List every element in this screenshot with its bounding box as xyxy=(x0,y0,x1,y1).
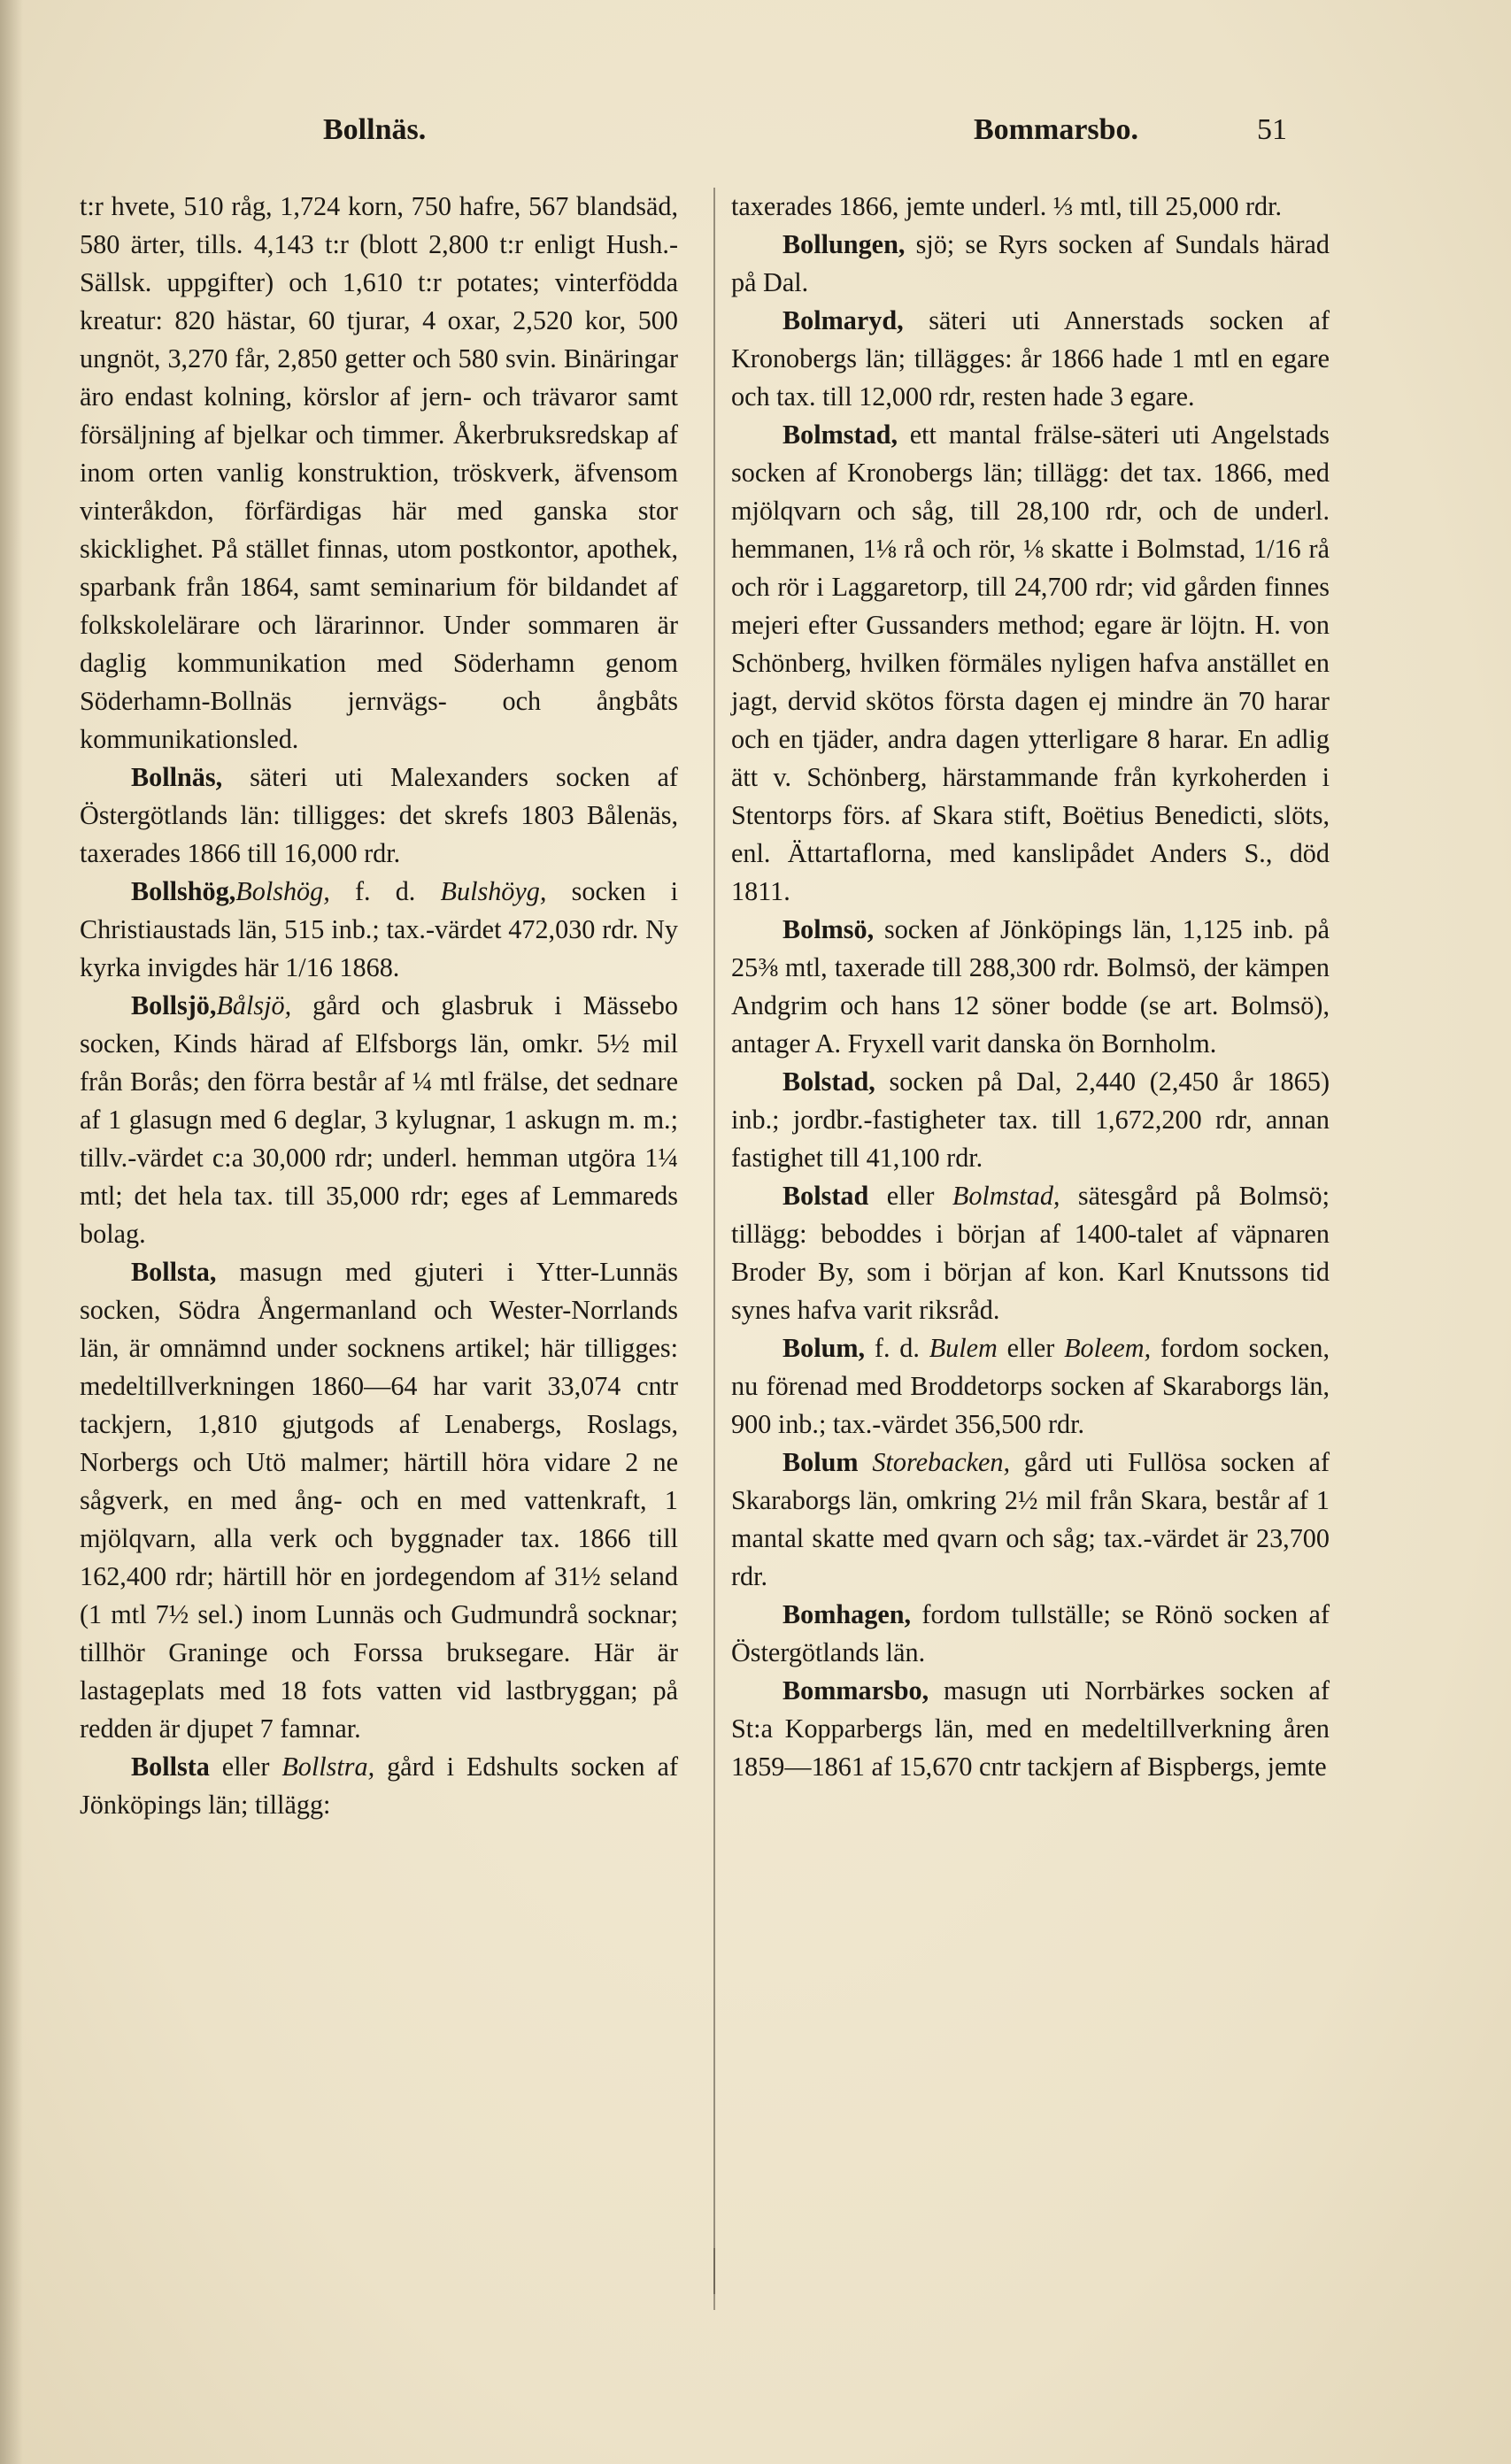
entry-headword: Bollsjö, xyxy=(131,990,217,1020)
entry-connector: eller xyxy=(997,1333,1065,1363)
column-divider-end xyxy=(713,2248,715,2310)
dictionary-entry xyxy=(731,1596,1330,1672)
entry-text: säteri uti Annerstads socken af Kronobergs län; tillägges: år 1866 hade 1 mtl en egare och tax. till 12,000 rdr, resten hade 3 egare. xyxy=(731,305,1330,412)
entry-variant-name: Bulshöyg, xyxy=(440,876,547,906)
dictionary-entry xyxy=(80,873,678,987)
header-left-word: Bollnäs. xyxy=(323,113,427,146)
entry-text: socken på Dal, 2,440 (2,450 år 1865) inb.; jordbr.-fastigheter tax. till 1,672,200 rdr, annan fastighet till 41,100 rdr. xyxy=(731,1066,1330,1173)
entry-text: masugn med gjuteri i Ytter-Lunnäs socken, Södra Ångermanland och Wester-Norrlands län, är omnämnd under socknens artikel; här tilligges: medeltillverkningen 1860—64 har varit 33,074 cntr tackjern, 1,810 gjutgods af Lenabergs, Roslags, Norbergs och Utö malmer; härtill höra vidare 2 ne sågverk, en med ång- och en med vattenkraft, 1 mjölqvarn, alla verk och byggnader tax. 1866 till 162,400 rdr; härtill hör en jordegendom af 31½ seland (1 mtl 7½ sel.) inom Lunnäs och Gudmundrå socknar; tillhör Graninge och Forssa bruksegare. Här är lastageplats med 18 fots vatten vid lastbryggan; på redden är djupet 7 famnar. xyxy=(80,1257,678,1744)
dictionary-entry xyxy=(731,226,1330,302)
entry-variant-name: Bålsjö, xyxy=(216,990,292,1020)
entry-headword: Bommarsbo, xyxy=(782,1675,929,1706)
dictionary-entry xyxy=(731,1672,1330,1786)
entry-connector: eller xyxy=(868,1181,952,1211)
entry-headword: Bolstad xyxy=(782,1181,869,1211)
entry-headword: Bolstad, xyxy=(782,1066,875,1097)
entry-connector xyxy=(859,1447,873,1477)
entry-headword: Bolum xyxy=(782,1447,859,1477)
entry-headword: Bomhagen, xyxy=(782,1599,912,1629)
entry-text: socken af Jönköpings län, 1,125 inb. på 25⅜ mtl, taxerade till 288,300 rdr. Bolmsö, der kämpen Andgrim och hans 12 söner bodde (se art. Bolmsö), antager A. Fryxell varit danska ön Bornholm. xyxy=(731,914,1330,1059)
entry-text: gård och glasbruk i Mässebo socken, Kinds härad af Elfsborgs län, omkr. 5½ mil från Borås; den förra består af ¼ mtl frälse, det sednare af 1 glasugn med 6 deglar, 3 kylugnar, 1 askugn m. m.; tillv.-värdet c:a 30,000 rdr; underl. hemman utgöra 1¼ mtl; det hela tax. till 35,000 rdr; eges af Lemmareds bolag. xyxy=(80,990,678,1249)
header-center-word: Bommarsbo. xyxy=(974,113,1139,146)
entry-connector: f. d. xyxy=(865,1333,929,1363)
entry-text: taxerades 1866, jemte underl. ⅓ mtl, till 25,000 rdr. xyxy=(731,191,1283,221)
dictionary-entry xyxy=(80,758,678,873)
entry-headword: Bollsta, xyxy=(131,1257,217,1287)
running-head xyxy=(0,113,1511,158)
entry-text: gård uti Fullösa socken af Skaraborgs län, omkring 2½ mil från Skara, består af 1 mantal skatte med qvarn och såg; tax.-värdet är 23,700 rdr. xyxy=(731,1447,1330,1591)
entry-continuation xyxy=(80,188,678,758)
page-edge-shadow xyxy=(0,0,23,2464)
dictionary-entry xyxy=(731,911,1330,1063)
entry-continuation xyxy=(731,188,1330,226)
dictionary-entry xyxy=(80,1748,678,1824)
entry-connector: eller xyxy=(209,1752,282,1782)
column-divider xyxy=(713,188,715,2294)
dictionary-entry xyxy=(80,1253,678,1748)
dictionary-entry xyxy=(731,1063,1330,1177)
right-column xyxy=(731,188,1330,1786)
dictionary-entry xyxy=(731,1177,1330,1329)
entry-text: ett mantal frälse-säteri uti Angelstads socken af Kronobergs län; tillägg: det tax. 1866, med mjölqvarn och såg, till 28,100 rdr, och de underl. hemmanen, 1⅛ rå och rör, ⅛ skatte i Bolmstad, 1/16 rå och rör i Laggaretorp, till 24,700 rdr; vid gården finnes mejeri efter Gussanders method; egare är löjtn. H. von Schönberg, hvilken förmäles nyligen hafva anstället en jagt, dervid skötos första dagen ej mindre än 70 harar och en tjäder, andra dagen ytterligare 8 harar. En adlig ätt v. Schönberg, härstammande från kyrkoherden i Stentorps förs. af Skara stift, Boëtius Benedicti, slöts, enl. Ättartaflorna, med kansliрådet Anders S., död 1811. xyxy=(731,420,1330,906)
entry-text: fordom tullställe; se Rönö socken af Östergötlands län. xyxy=(731,1599,1330,1667)
entry-variant-name: Boleem, xyxy=(1064,1333,1152,1363)
entry-headword: Bollsta xyxy=(131,1752,210,1782)
dictionary-entry xyxy=(731,416,1330,911)
entry-headword: Bolum, xyxy=(782,1333,866,1363)
entry-connector: f. d. xyxy=(329,876,441,906)
entry-variant-name: Storebacken, xyxy=(872,1447,1011,1477)
entry-headword: Bolmaryd, xyxy=(782,305,904,335)
entry-headword: Bolmsö, xyxy=(782,914,875,944)
dictionary-entry xyxy=(80,987,678,1253)
left-column xyxy=(80,188,678,1824)
entry-headword: Bolmstad, xyxy=(782,420,898,450)
entry-text: fordom socken, nu förenad med Broddetorps socken af Skaraborgs län, 900 inb.; tax.-värdet 356,500 rdr. xyxy=(731,1333,1330,1439)
entry-variant-name: Bolshög, xyxy=(235,876,330,906)
dictionary-entry xyxy=(731,1329,1330,1444)
page-number: 51 xyxy=(1257,113,1287,146)
entry-text: gård i Edshults socken af Jönköpings län; tillägg: xyxy=(80,1752,679,1820)
entry-variant-name: Bolmstad, xyxy=(952,1181,1060,1211)
entry-text: säteri uti Malexanders socken af Östergötlands län: tilligges: det skrefs 1803 Bålenäs, taxerades 1866 till 16,000 rdr. xyxy=(80,762,678,868)
dictionary-entry xyxy=(731,1444,1330,1596)
entry-variant-name: Bollstra, xyxy=(281,1752,375,1782)
entry-text: sätesgård på Bolmsö; tillägg: beboddes i början af 1400-talet af väpnaren Broder By, som i början af kon. Karl Knutssons tid synes hafva varit riksråd. xyxy=(731,1181,1330,1325)
entry-variant-name: Bulem xyxy=(929,1333,998,1363)
entry-text: sjö; se Ryrs socken af Sundals härad på Dal. xyxy=(731,229,1330,297)
entry-text: masugn uti Norrbärkes socken af St:a Kopparbergs län, med en medeltillverkning åren 1859—1861 af 15,670 cntr tackjern af Bispbergs, jemte xyxy=(731,1675,1330,1782)
entry-text: t:r hvete, 510 råg, 1,724 korn, 750 hafre, 567 blandsäd, 580 ärter, tills. 4,143 t:r (blott 2,800 t:r enligt Hush.-Sällsk. uppgifter) och 1,610 t:r potates; vinterfödda kreatur: 820 hästar, 60 tjurar, 4 oxar, 2,520 kor, 500 ungnöt, 3,270 får, 2,850 getter och 580 svin. Binäringar äro endast kolning, körslor af jern- och trävaror samt försäljning af bjelkar och timmer. Åkerbruksredskap af inom orten vanlig konstruktion, tröskverk, äfvensom vinteråkdon, förfärdigas här med ganska stor skicklighet. På stället finnas, utom postkontor, apothek, sparbank från 1864, samt seminarium för bildandet af folkskolelärare och lärarinnor. Under sommaren är daglig kommunikation med Söderhamn genom Söderhamn-Bollnäs jernvägs- och ångbåts kommunikationsled. xyxy=(80,191,678,754)
dictionary-entry xyxy=(731,302,1330,416)
entry-headword: Bollnäs, xyxy=(131,762,223,792)
entry-headword: Bollungen, xyxy=(782,229,906,259)
entry-headword: Bollshög, xyxy=(131,876,236,906)
entry-text: socken i Christiaustads län, 515 inb.; tax.-värdet 472,030 rdr. Ny kyrka invigdes här 1/16 1868. xyxy=(80,876,678,982)
